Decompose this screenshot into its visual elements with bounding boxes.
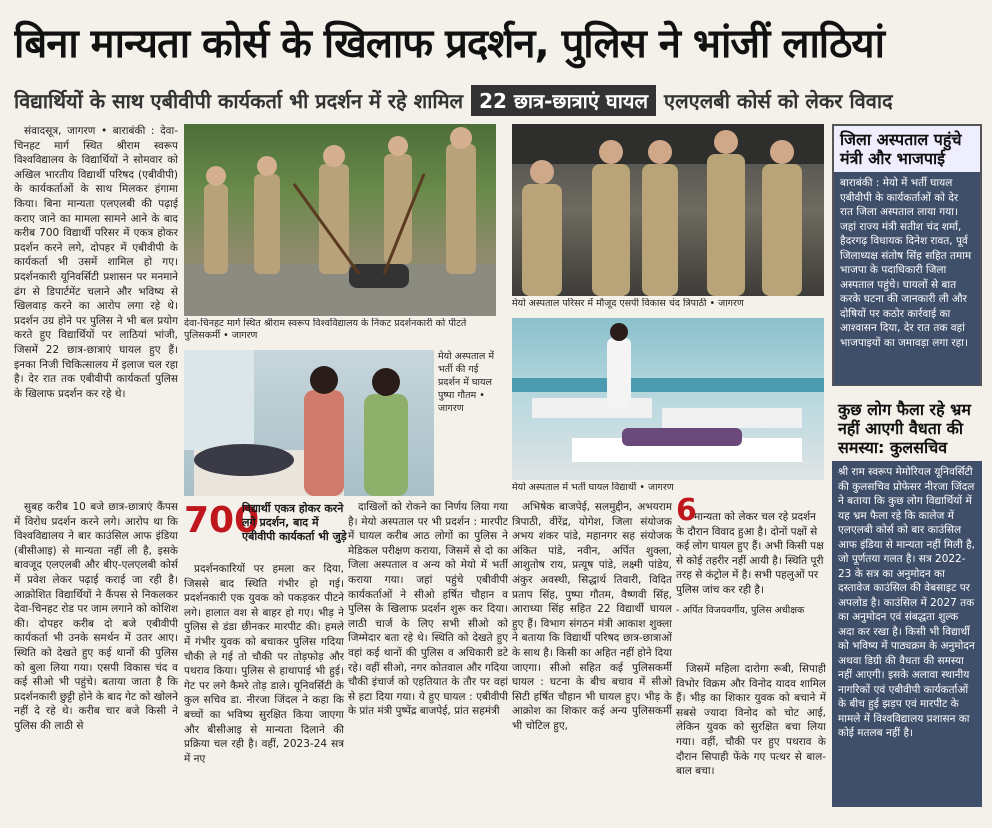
pull-700-text: विद्यार्थी एकत्र होकर करने लगे प्रदर्शन, बाद में एबीवीपी कार्यकर्ता भी जुड़े	[242, 502, 347, 543]
sidebar-registrar	[832, 396, 982, 822]
article-column-4	[512, 500, 672, 822]
photo3-caption: मेयो अस्पताल परिसर में मौजूद एसपी विकास चंद त्रिपाठी • जागरण	[512, 298, 744, 309]
article-column-5	[676, 662, 826, 822]
article-paragraph: जिसमें महिला दारोगा रूबी, सिपाही विभोर विक्रम और विनोद यादव शामिल हैं। भीड़ का शिकार युवक को बचाने में सबसे ज्यादा विनोद को चोट आई, लेकिन युवक को सुरक्षित बचा लिया गया। वहीं, चौकी पर हुए पथराव के दौरान सिपाही फेंके गए पत्थर से बाल-बाल बचा।	[676, 663, 826, 778]
subhead	[14, 82, 978, 118]
pull-700	[184, 500, 347, 560]
sp-photo-illustration	[512, 124, 824, 296]
sidebar-minister-text: बाराबंकी : मेयो में भर्ती घायल एबीवीपी के कार्यकर्ताओं को देर रात जिला अस्पताल लाया गया। जहां राज्य मंत्री सतीश चंद शर्मा, हैदरगढ़ विधायक दिनेश रावत, पूर्व जिलाध्यक्ष संतोष सिंह सहित तमाम भाजपा के पदाधिकारी जिला अस्पताल पहुंचे। घायलों से बात करके घटना की जानकारी ली और दोषियों पर कठोर कार्रवाई का आश्वासन दिया, देर रात तक वहां भाजपाइयों का जमावड़ा लगा रहा।	[834, 172, 980, 385]
protest-photo-illustration	[184, 124, 496, 316]
quote-mark: 6	[676, 493, 697, 528]
sidebar-registrar-title: कुछ लोग फैला रहे भ्रम नहीं आएगी वैधता की समस्या: कुलसचिव	[838, 400, 971, 457]
headline: बिना मान्यता कोर्स के खिलाफ प्रदर्शन, पुलिस ने भांजीं लाठियां	[14, 21, 884, 67]
hospital-ward-illustration	[512, 318, 824, 480]
article-column-2	[184, 562, 344, 822]
subhead-left: विद्यार्थियों के साथ एबीवीपी कार्यकर्ता भी प्रदर्शन में रहे शामिल	[14, 88, 464, 113]
article-paragraph: दाखिलों को रोकने का निर्णय लिया गया है। मेयो अस्पताल पर भी प्रदर्शन : मारपीट में घायल करीब आठ लोगों का पुलिस ने मेडिकल परीक्षण कराया, जिसमें से दो का जिला अस्पताल व अन्य को मेयो में भर्ती कराया गया। जहां पहुंचे एबीवीपी कार्यकर्ताओं ने सीओ हर्षित चौहान व पुलिस के खिलाफ प्रदर्शन शुरू कर दिया। लाठी चार्ज के लिए सभी सीओ को जिम्मेदार बता रहे थे। स्थिति को देखते हुए वहां कई थानों की पुलिस व अधिकारी डटे रहे। वहीं सीओ, नगर कोतवाल और गदिया चौकी इंचार्ज को एहतियात के तौर पर वहां से हटा दिया गया। ये हुए घायल : एबीवीपी के प्रांत मंत्री पुष्पेंद्र बाजपेई, प्रांत सहमंत्री	[348, 501, 508, 718]
article-paragraph: सुबह करीब 10 बजे छात्र-छात्राएं कैंपस में विरोध प्रदर्शन करने लगे। आरोप था कि विश्वविद्यालय ने बार काउंसिल आफ इंडिया (बीसीआइ) से मान्यता नहीं ली है, इसके बावजूद एलएलबी और बीए-एलएलबी कोर्स में प्रवेश लेकर पढ़ाई कराई जा रही है। आक्रोशित विद्यार्थियों ने कैंपस से निकलकर देवा-चिनहट रोड पर जाम लगाने को कोशिश की। दोपहर करीब दो बजे एबीवीपी कार्यकर्ता भी उनके समर्थन में उतर आए। स्थिति को देखते हुए कई थानों की पुलिस को बुला लिया गया। एसपी विकास चंद व कई सीओ भी पहुंचे। बताया जाता है कि प्रदर्शनकारी छुट्टी होने के बाद गेट को खोलने नहीं दे रहे थे। करीब चार बजे किसी ने पुलिस की लाठी से	[14, 501, 178, 732]
subhead-highlight: 22 छात्र-छात्राएं घायल	[471, 85, 656, 116]
photo2-caption: मेयो अस्पताल में भर्ती की गई प्रदर्शन में घायल पुष्पा गौतम • जागरण	[438, 351, 495, 414]
article-paragraph: प्रदर्शनकारियों पर हमला कर दिया, जिससे बाद स्थिति गंभीर हो गई। प्रदर्शनकारी एक युवक को पकड़कर पीटने लगे। हालात वश से बाहर हो गए। भीड़ ने पुलिस से डंडा छीनकर मारपीट की। हमले में गंभीर युवक को बचाकर पुलिस गदिया चौकी ले गई तो चौकी पर तोड़फोड़ और पथराव किया। पुलिस से हाथापाई भी हुई। गेट पर लगे कैमरे तोड़ डाले। यूनिवर्सिटी के कुल सचिव डा. नीरजा जिंदल ने कहा कि बच्चों का भविष्य सुरक्षित किया जाएगा और बीसीआइ से मान्यता दिलाने की प्रक्रिया चल रही है। वहीं, 2023-24 सत्र में नए	[184, 563, 344, 765]
subhead-right: एलएलबी कोर्स को लेकर विवाद	[664, 88, 893, 113]
sidebar-minister-title: जिला अस्पताल पहुंचे मंत्री और भाजपाई	[840, 130, 962, 168]
sidebar-registrar-text: श्री राम स्वरूप मेमोरियल यूनिवर्सिटी की कुलसचिव प्रोफेसर नीरजा जिंदल ने बताया कि कुछ लोग विद्यार्थियों में यह भ्रम फैला रहे कि कालेज में एलएलबी कोर्स को बार काउंसिल आफ इंडिया से मान्यता नहीं मिली है, जो पूर्णतया गलत है। सत्र 2022-23 के सत्र का अनुमोदन का दस्तावेज काउंसिल की वेबसाइट पर अपलोड है। काउंसिल में 2027 तक का अनुमोदन एवं संबद्धता शुल्क अदा कर रखा है। किसी भी विद्यार्थी को भविष्य में पाठ्यक्रम के अनुमोदन अथवा डिग्री की वैधता की समस्या नहीं आएगी। इसके अलावा स्थानीय नागरिकों एवं एबीवीपी कार्यकर्ताओं के बीच हुई झड़प एवं मारपीट के मामले में विश्वविद्यालय प्रशासन का कोई मतलब नहीं है।	[832, 461, 982, 807]
article-paragraph: संवादसूत्र, जागरण • बाराबंकी : देवा-चिनहट मार्ग स्थित श्रीराम स्वरूप विश्वविद्यालय के विद्यार्थियों ने सोमवार को अखिल भारतीय विद्यार्थी परिषद (एबीवीपी) के कार्यकर्ताओं के साथ मिलकर हंगामा किया। बिना मान्यता एलएलबी की पढ़ाई कराए जाने का मामला सामने आने के बाद करीब 700 विद्यार्थी परिसर में एकत्र होकर प्रदर्शन करने लगे, दोपहर में एबीवीपी के कार्यकर्ता भी उसमें शामिल हो गए। प्रदर्शनकारी यूनिवर्सिटी प्रशासन पर मनमाने ढंग से डिपार्टमेंट चलाने और भविष्य से खिलवाड़ करने का आरोप लगा रहे थे। प्रदर्शन उग्र होने पर पुलिस ने भी बल प्रयोग करते हुए विद्यार्थियों पर लाठियां भांजी, जिसमें 22 छात्र-छात्राएं घायल हुए हैं। इनका निजी चिकित्सालय में इलाज चल रहा है। देर रात तक एबीवीपी कार्यकर्ता पुलिस के खिलाफ प्रदर्शन कर रहे थे।	[14, 125, 178, 400]
article-paragraph: अभिषेक बाजपेई, सलमुद्दीन, अभयराम त्रिपाठी, वीरेंद्र, योगेश, जिला संयोजक अभय शंकर पांडे, महानगर सह संयोजक अंकित पांडे, नवीन, अर्पित शुक्ला, आशुतोष राय, प्रत्यूष पांडे, लक्ष्मी पांडेय, अंकुर अवस्थी, सिद्धार्थ तिवारी, विदित प्रताप सिंह, पुष्पा गौतम, वैष्णवी सिंह, आराध्या सिंह सहित 22 विद्यार्थी घायल हुए हैं। विभाग संगठन मंत्री आकाश शुक्ला ने बताया कि विद्यार्थी परिषद छात्र-छात्राओं के साथ है। किसी का अहित नहीं होने दिया जाएगा। सीओ सहित कई पुलिसकर्मी घायल : घटना के बीच बचाव में सीओ सिटी हर्षित चौहान भी घायल हुए। भीड़ के आक्रोश का शिकार कई अन्य पुलिसकर्मी भी चोटिल हुए,	[512, 501, 672, 732]
quote-attribution: - अर्पित विजयवर्गीय, पुलिस अधीक्षक	[676, 604, 805, 616]
sidebar-minister	[832, 124, 982, 386]
article-column-1b	[14, 500, 178, 822]
photo1-caption: देवा-चिनहट मार्ग स्थित श्रीराम स्वरूप विश्वविद्यालय के निकट प्रदर्शनकारी को पीटते पुलिसकर्मी • जागरण	[184, 318, 467, 341]
article-column-3	[348, 500, 508, 822]
pull-700-number: 700	[184, 500, 260, 541]
photo4-caption: मेयो अस्पताल में भर्ती घायल विद्यार्थी • जागरण	[512, 482, 674, 493]
hospital-ward-photo	[512, 318, 824, 480]
hospital-patient-illustration	[184, 350, 434, 496]
article-column-1	[14, 124, 178, 496]
quote-text: मान्यता को लेकर चल रहे प्रदर्शन के दौरान विवाद हुआ है। दोनों पक्षों से कई लोग घायल हुए हैं। अभी किसी पक्ष से कोई तहरीर नहीं आयी है। स्थिति पूरी तरह से कंट्रोल में है। सभी पहलुओं पर पुलिस जांच कर रही है।	[676, 511, 824, 596]
sp-quote	[676, 493, 826, 618]
protest-photo	[184, 124, 496, 316]
sp-photo	[512, 124, 824, 296]
hospital-patient-photo	[184, 350, 434, 496]
